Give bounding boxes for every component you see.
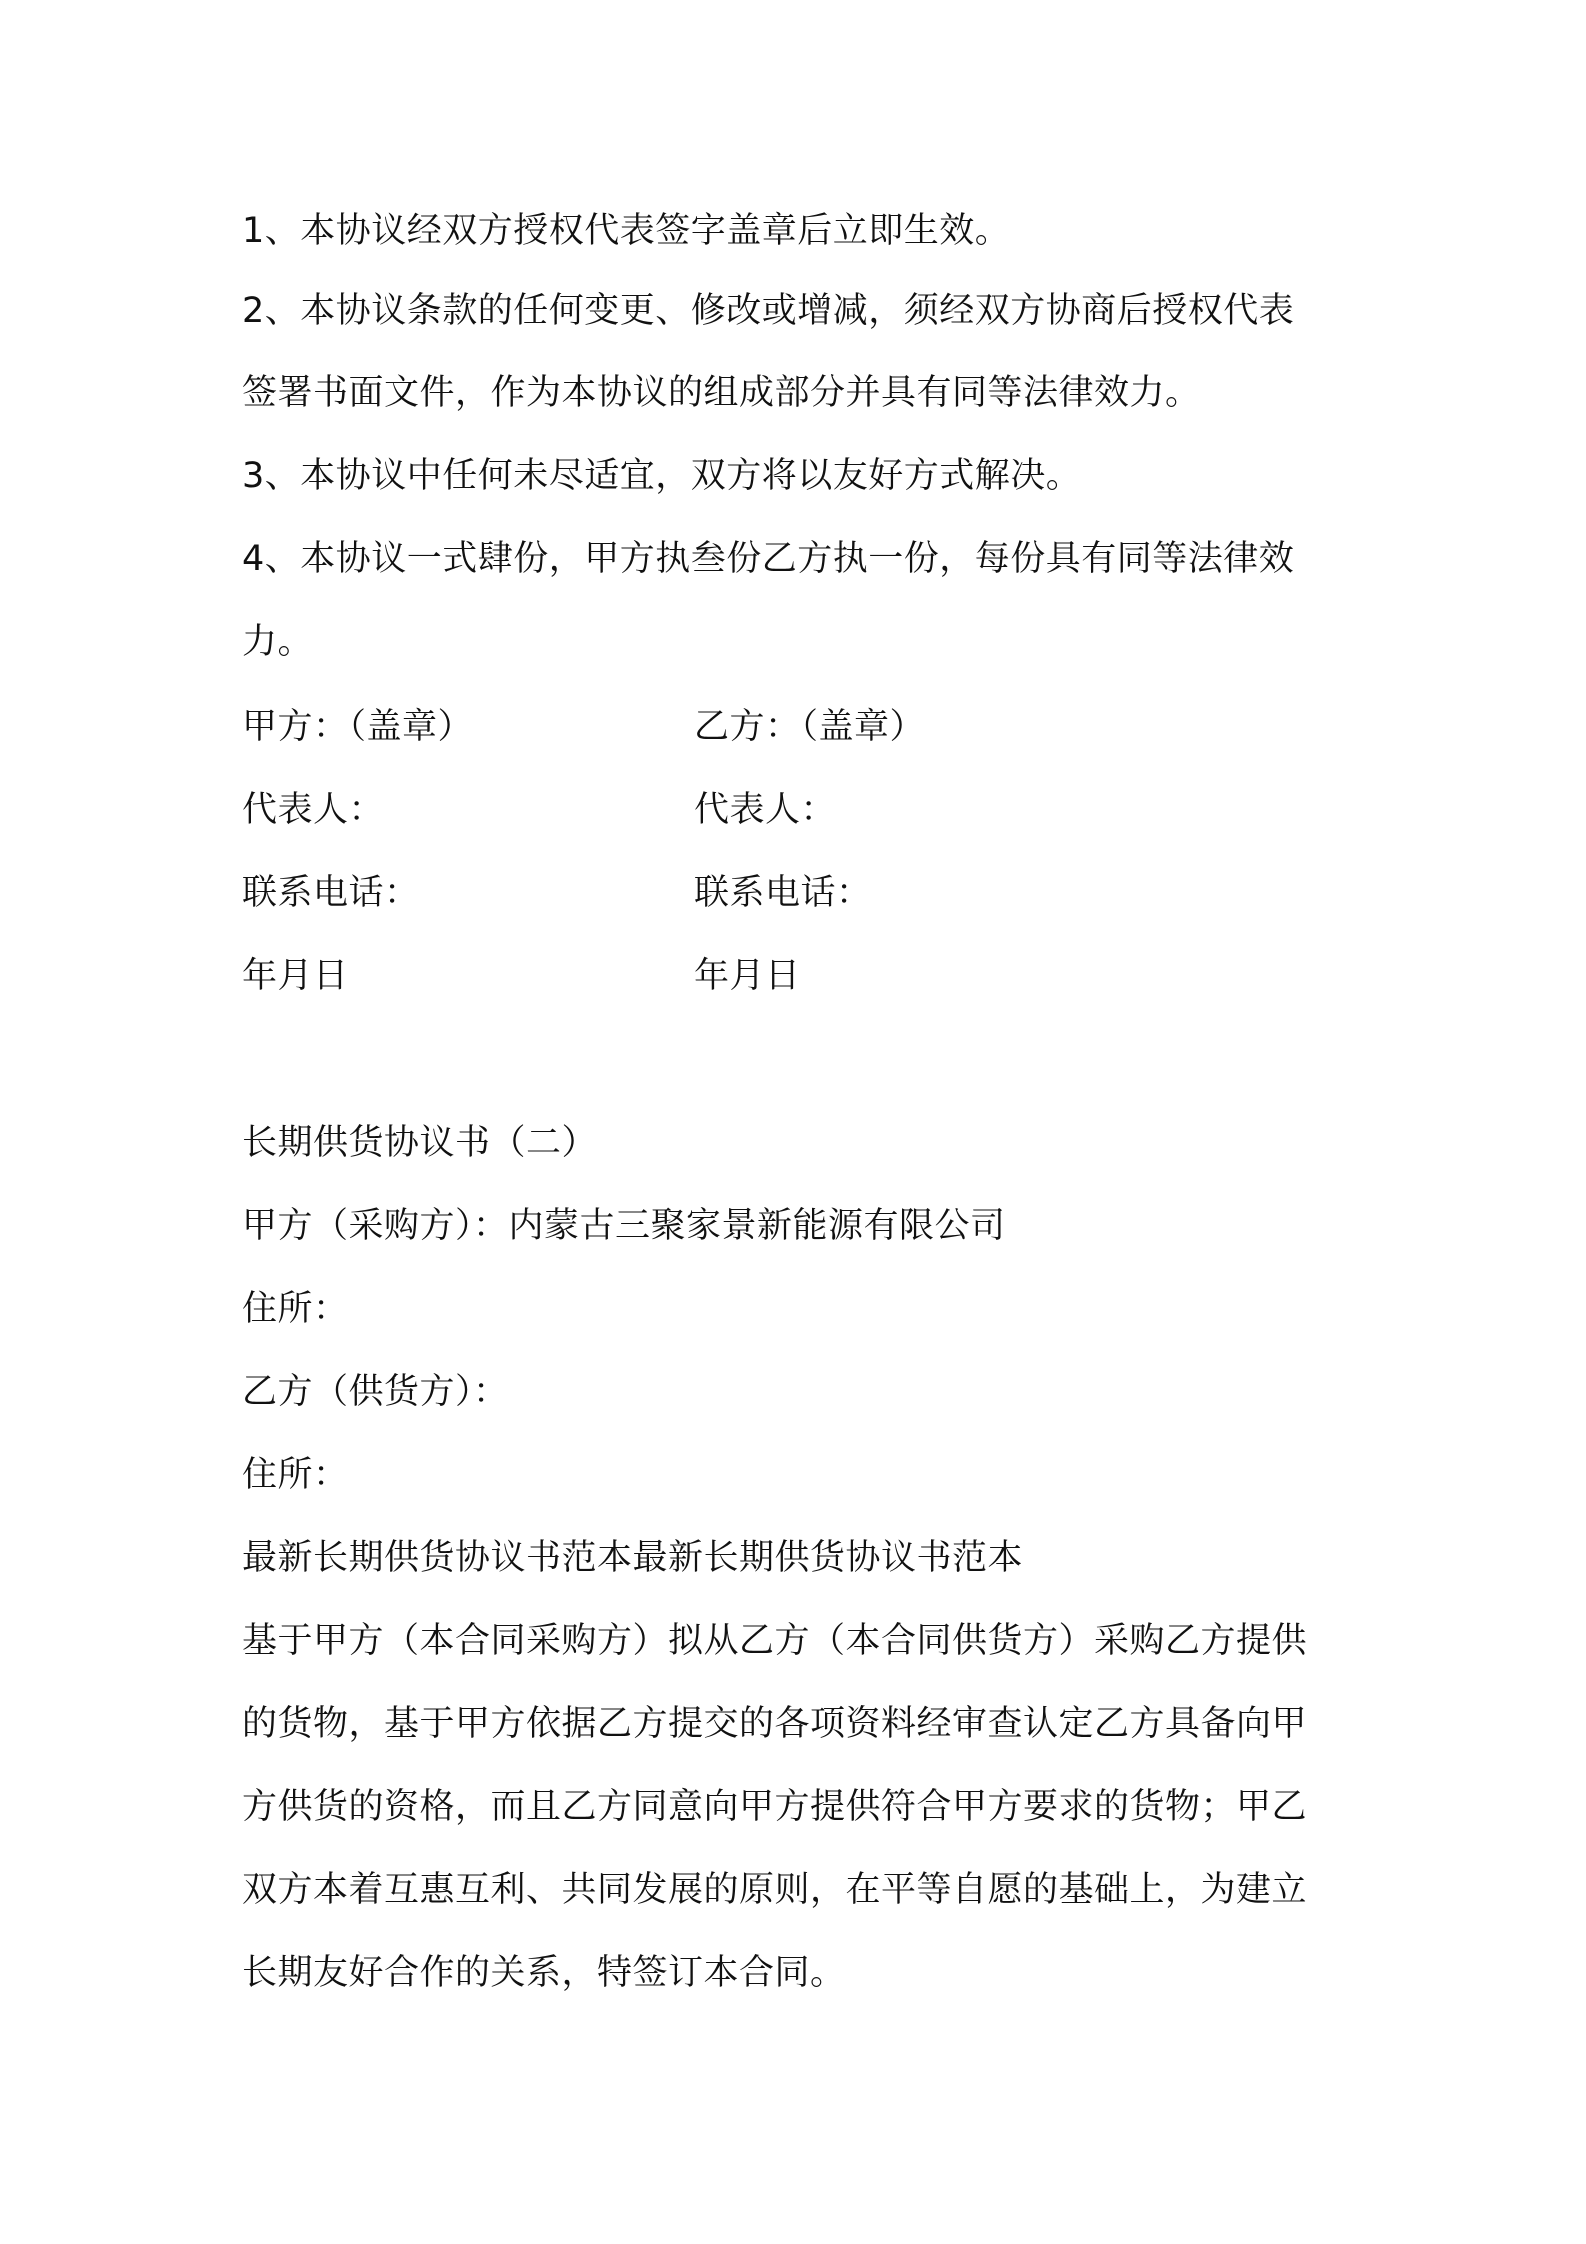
preamble-line: 双方本着互惠互利、共同发展的原则，在平等自愿的基础上，为建立 — [242, 1870, 1308, 1910]
party-a-seal: 甲方：（盖章） — [242, 707, 474, 747]
template-title: 最新长期供货协议书范本最新长期供货协议书范本 — [242, 1538, 1024, 1578]
party-b-date: 年月日 — [694, 956, 801, 996]
clause-2-line-1: 2、本协议条款的任何变更、修改或增减，须经双方协商后授权代表 — [242, 291, 1295, 331]
preamble-line: 方供货的资格，而且乙方同意向甲方提供符合甲方要求的货物；甲乙 — [242, 1787, 1308, 1827]
party-a-representative: 代表人： — [242, 790, 385, 830]
clause-1: 1、本协议经双方授权代表签字盖章后立即生效。 — [242, 211, 1011, 251]
buyer-party: 甲方（采购方）：内蒙古三聚家景新能源有限公司 — [242, 1206, 1006, 1246]
party-a-date: 年月日 — [242, 956, 349, 996]
preamble-line: 长期友好合作的关系，特签订本合同。 — [242, 1953, 846, 1993]
party-b-phone: 联系电话： — [694, 873, 872, 913]
agreement-title: 长期供货协议书（二） — [242, 1123, 598, 1163]
clause-4-line-2: 力。 — [242, 622, 314, 662]
clause-3: 3、本协议中任何未尽适宜，双方将以友好方式解决。 — [242, 456, 1082, 496]
preamble-line: 的货物，基于甲方依据乙方提交的各项资料经审查认定乙方具备向甲 — [242, 1704, 1308, 1744]
preamble-line: 基于甲方（本合同采购方）拟从乙方（本合同供货方）采购乙方提供 — [242, 1621, 1308, 1661]
clause-4-line-1: 4、本协议一式肆份，甲方执叁份乙方执一份，每份具有同等法律效 — [242, 539, 1295, 579]
clause-2-line-2: 签署书面文件，作为本协议的组成部分并具有同等法律效力。 — [242, 373, 1201, 413]
party-b-seal: 乙方：（盖章） — [694, 707, 926, 747]
supplier-party: 乙方（供货方）： — [242, 1372, 509, 1412]
party-b-representative: 代表人： — [694, 790, 837, 830]
supplier-address: 住所： — [242, 1455, 349, 1495]
party-a-phone: 联系电话： — [242, 873, 420, 913]
buyer-address: 住所： — [242, 1289, 349, 1329]
